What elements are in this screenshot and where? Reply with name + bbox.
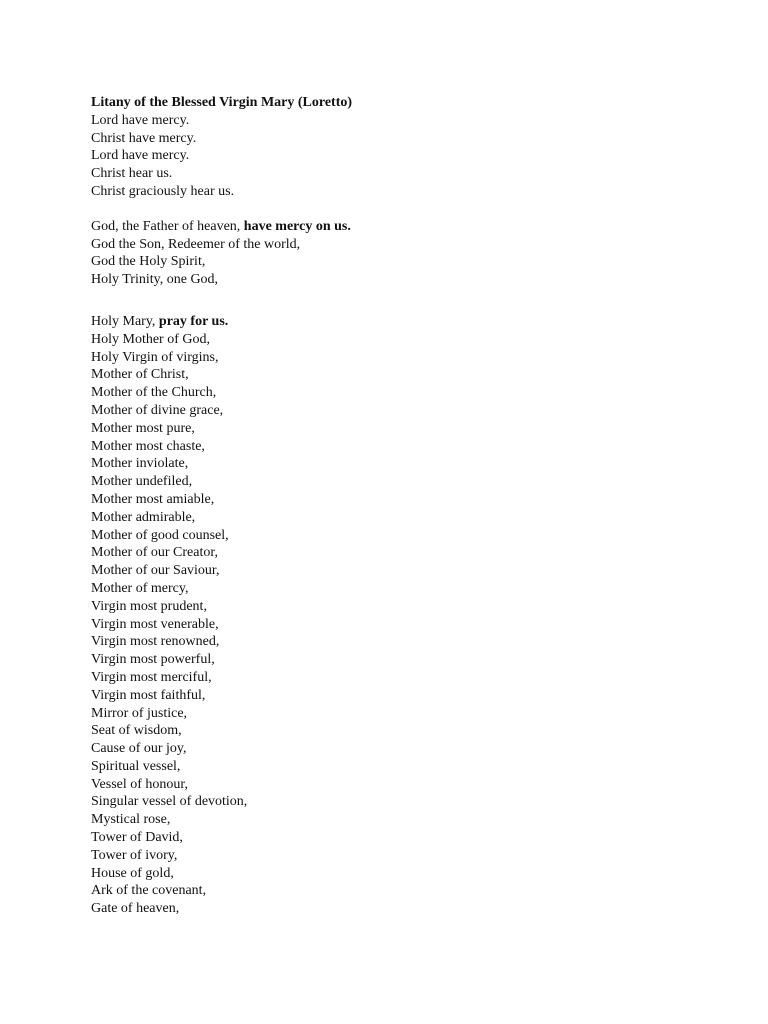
invocation-line: Mother admirable, [91, 509, 196, 525]
invocation-line: Mother inviolate, [91, 456, 189, 472]
invocation-text: God, the Father of heaven, [91, 218, 244, 234]
trinity-line: Holy Trinity, one God, [91, 272, 219, 288]
invocation-line: Virgin most venerable, [91, 616, 219, 632]
trinity-line: God the Son, Redeemer of the world, [91, 236, 301, 252]
opening-line: Christ have mercy. [91, 130, 197, 146]
invocation-line: Tower of ivory, [91, 847, 178, 863]
invocation-line: Cause of our joy, [91, 741, 187, 757]
mary-section [91, 313, 731, 918]
invocation-line: Ark of the covenant, [91, 883, 207, 899]
mary-line [91, 313, 731, 331]
invocation-line: Seat of wisdom, [91, 723, 182, 739]
opening-line: Christ graciously hear us. [91, 183, 235, 199]
invocation-line: Virgin most merciful, [91, 669, 212, 685]
invocation-line: Mirror of justice, [91, 705, 188, 721]
opening-line: Lord have mercy. [91, 148, 190, 164]
invocation-line: Virgin most renowned, [91, 634, 220, 650]
invocation-line: Virgin most powerful, [91, 652, 215, 668]
invocation-line: Mother of divine grace, [91, 402, 224, 418]
invocation-line: Mystical rose, [91, 812, 171, 828]
invocation-line: House of gold, [91, 865, 174, 881]
invocation-line: Tower of David, [91, 830, 183, 846]
invocation-line: Mother of good counsel, [91, 527, 229, 543]
trinity-line [91, 218, 731, 236]
opening-line: Christ hear us. [91, 166, 173, 182]
invocation-line: Mother of Christ, [91, 367, 189, 383]
response-text: have mercy on us. [243, 218, 351, 234]
opening-section [91, 112, 731, 201]
trinity-line: God the Holy Spirit, [91, 254, 206, 270]
invocation-line: Mother undefiled, [91, 474, 193, 490]
invocation-line: Mother most pure, [91, 420, 195, 436]
document-page [91, 94, 731, 918]
invocation-line: Holy Mother of God, [91, 331, 210, 347]
section-spacer [91, 289, 731, 313]
invocation-line: Mother most amiable, [91, 491, 215, 507]
invocation-line: Mother most chaste, [91, 438, 205, 454]
invocation-text: Holy Mary, [91, 313, 159, 329]
invocation-line: Spiritual vessel, [91, 758, 181, 774]
invocation-line: Mother of our Saviour, [91, 563, 220, 579]
invocation-line: Vessel of honour, [91, 776, 189, 792]
invocation-line: Mother of the Church, [91, 385, 217, 401]
response-text: pray for us. [158, 313, 229, 329]
invocation-line: Virgin most faithful, [91, 687, 206, 703]
document-title: Litany of the Blessed Virgin Mary (Loretto) [91, 95, 353, 110]
invocation-list [91, 331, 731, 918]
invocation-line: Virgin most prudent, [91, 598, 207, 614]
section-spacer [91, 201, 731, 218]
invocation-line: Holy Virgin of virgins, [91, 349, 219, 365]
trinity-section [91, 218, 731, 289]
invocation-line: Mother of mercy, [91, 580, 189, 596]
invocation-line: Mother of our Creator, [91, 545, 218, 561]
opening-line: Lord have mercy. [91, 112, 190, 128]
invocation-line: Singular vessel of devotion, [91, 794, 248, 810]
invocation-line: Gate of heaven, [91, 901, 180, 917]
